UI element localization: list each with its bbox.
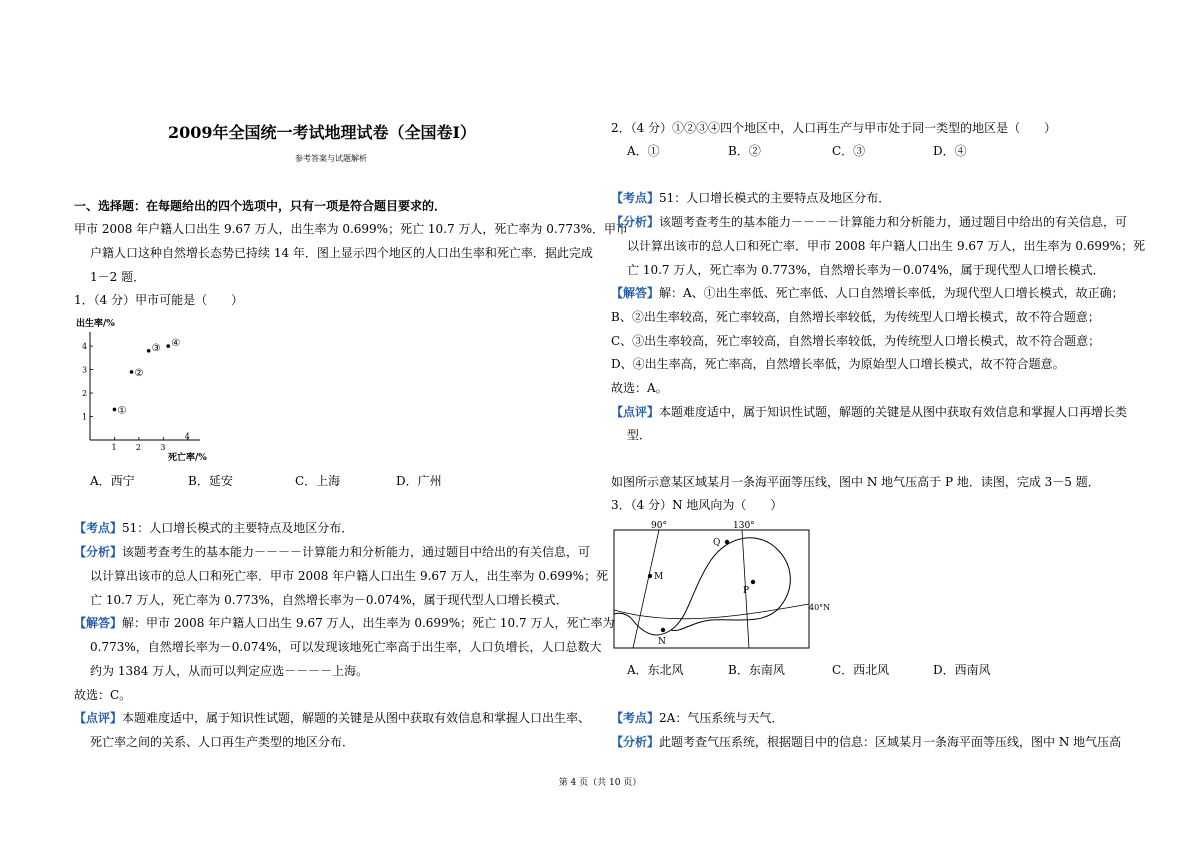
- q2-kaodian: [611, 190, 890, 206]
- q1-fenxi-text-1: 该题考查考生的基本能力－－－－计算能力和分析能力，通过题目中给出的有关信息，可: [122, 545, 591, 559]
- q2-jieda-4: D、④出生率高，死亡率高，自然增长率低，为原始型人口增长模式，故不符合题意。: [611, 357, 1065, 371]
- q1-option-c[interactable]: C．上海: [295, 474, 341, 488]
- birth-death-rate-chart: [74, 314, 214, 464]
- map-lon-130: 130°: [733, 521, 755, 531]
- chart-point-label-1: ①: [117, 405, 127, 417]
- q2-dianping-1: [611, 404, 1127, 420]
- intro-line-2: 户籍人口这种自然增长态势已持续 14 年．图上显示四个地区的人口出生率和死亡率．据此完成: [90, 246, 593, 260]
- q3-intro: 如图所示意某区域某月一条海平面等压线，图中 N 地气压高于 P 地．读图，完成 3－5 题．: [611, 475, 1100, 489]
- q3-kaodian: [611, 710, 783, 726]
- chart-point-2: [130, 370, 134, 374]
- page-subtitle: 参考答案与试题解析: [295, 154, 367, 163]
- page-footer: 第 4 页（共 10 页）: [558, 778, 642, 788]
- q1-dianping-1: [74, 710, 590, 726]
- isobar-map: [611, 518, 841, 652]
- chart-x-tick-label: 2: [135, 443, 141, 452]
- isobar-tail: [614, 613, 631, 618]
- q1-dianping-2: 死亡率之间的关系、人口再生产类型的地区分布．: [90, 735, 355, 749]
- q1-dianping-tag: 【点评】: [74, 711, 123, 725]
- chart-point-1: [113, 408, 117, 412]
- q1-dianping-text-1: 本题难度适中，属于知识性试题，解题的关键是从图中获取有效信息和掌握人口出生率、: [122, 711, 591, 725]
- q2-option-a[interactable]: A．①: [627, 144, 660, 158]
- chart-y-tick-label: 3: [82, 365, 88, 375]
- q3-kaodian-text: 2A：气压系统与天气．: [659, 711, 784, 725]
- q2-dianping-tag: 【点评】: [611, 405, 660, 419]
- q1-fenxi-1: [74, 544, 590, 560]
- chart-x-tick-label: 3: [160, 443, 166, 452]
- q3-fenxi-tag: 【分析】: [611, 735, 660, 749]
- q2-fenxi-2: 以计算出该市的总人口和死亡率．甲市 2008 年户籍人口出生 9.67 万人，出生率为 0.699%；死: [627, 239, 1146, 253]
- q2-option-c[interactable]: C．③: [832, 144, 866, 158]
- q1-stem: 1．（4 分）甲市可能是（ ）: [74, 293, 244, 307]
- q2-jieda-text-1: 解：A、①出生率低、死亡率低、人口自然增长率低，为现代型人口增长模式，故正确；: [659, 286, 1124, 300]
- q2-fenxi-1: [611, 214, 1127, 230]
- q1-fenxi-3: 亡 10.7 万人，死亡率为 0.773%，自然增长率为－0.074%，属于现代型人口增长模式．: [90, 593, 568, 607]
- chart-point-3: [147, 349, 151, 353]
- q3-kaodian-tag: 【考点】: [611, 711, 660, 725]
- point-p-label: P: [743, 586, 750, 596]
- q1-answer: 故选：C。: [74, 688, 132, 702]
- q3-option-d[interactable]: D．西南风: [933, 663, 991, 677]
- section-heading: 一、选择题：在每题给出的四个选项中，只有一项是符合题目要求的．: [74, 199, 447, 213]
- page-title: 2009年全国统一考试地理试卷（全国卷Ⅰ）: [168, 123, 477, 142]
- q2-fenxi-3: 亡 10.7 万人，死亡率为 0.773%，自然增长率为－0.074%，属于现代型人口增长模式．: [627, 263, 1105, 277]
- q2-dianping-text-1: 本题难度适中，属于知识性试题，解题的关键是从图中获取有效信息和掌握人口再增长类: [659, 405, 1128, 419]
- q3-fenxi: [611, 734, 1121, 750]
- q1-kaodian: [74, 520, 353, 536]
- q1-jieda-text-1: 解：甲市 2008 年户籍人口出生 9.67 万人，出生率为 0.699%；死亡 10.7 万人，死亡率为: [122, 616, 615, 630]
- point-m: [648, 574, 652, 578]
- q2-option-b[interactable]: B．②: [728, 144, 761, 158]
- chart-y-tick-label: 4: [82, 342, 88, 352]
- q1-fenxi-2: 以计算出该市的总人口和死亡率．甲市 2008 年户籍人口出生 9.67 万人，出生率为 0.699%；死: [90, 569, 609, 583]
- point-q: [725, 540, 729, 544]
- q2-jieda-tag: 【解答】: [611, 286, 660, 300]
- q1-fenxi-tag: 【分析】: [74, 545, 123, 559]
- intro-line-1: 甲市 2008 年户籍人口出生 9.67 万人，出生率为 0.699%；死亡 10.7 万人，死亡率为 0.773%．甲市: [74, 222, 629, 236]
- q1-option-a[interactable]: A．西宁: [90, 474, 135, 488]
- chart-x-tick-label: 1: [111, 443, 117, 452]
- q1-jieda-1: [74, 615, 614, 631]
- q1-option-d[interactable]: D．广州: [396, 474, 442, 488]
- q2-dianping-2: 型．: [627, 428, 652, 442]
- q3-stem: 3．（4 分）N 地风向为（ ）: [611, 498, 783, 512]
- point-p: [751, 580, 755, 584]
- q2-jieda-1: [611, 285, 1124, 301]
- map-lon-90: 90°: [651, 521, 667, 531]
- q2-jieda-3: C、③出生率较高，死亡率较高，自然增长率较低，为传统型人口增长模式，故不符合题意；: [611, 334, 1101, 348]
- q2-stem: 2．（4 分）①②③④四个地区中，人口再生产与甲市处于同一类型的地区是（ ）: [611, 121, 1057, 135]
- q3-option-a[interactable]: A．东北风: [627, 663, 684, 677]
- q2-answer: 故选：A。: [611, 381, 668, 395]
- q1-jieda-2: 0.773%，自然增长率为－0.074%，可以发现该地死亡率高于出生率，人口负增长，人口总数大: [90, 640, 602, 654]
- q1-option-b[interactable]: B．延安: [188, 474, 233, 488]
- chart-point-4: [166, 344, 170, 348]
- q1-jieda-3: 约为 1384 万人，从而可以判定应选－－－－上海。: [90, 664, 369, 678]
- meridian-90: [633, 530, 659, 648]
- q1-kaodian-tag: 【考点】: [74, 521, 123, 535]
- q3-fenxi-text: 此题考查气压系统，根据题目中的信息：区域某月一条海平面等压线，图中 N 地气压高: [659, 735, 1122, 749]
- isobar-line: [631, 538, 790, 635]
- q2-option-d[interactable]: D．④: [933, 144, 967, 158]
- q2-fenxi-tag: 【分析】: [611, 215, 660, 229]
- point-n: [661, 628, 665, 632]
- chart-y-tick-label: 2: [82, 389, 88, 399]
- q3-option-b[interactable]: B．东南风: [728, 663, 785, 677]
- chart-y-tick-label: 1: [82, 412, 88, 422]
- q1-kaodian-text: 51：人口增长模式的主要特点及地区分布．: [122, 521, 354, 535]
- point-m-label: M: [654, 572, 664, 582]
- chart-xlabel: 死亡率/%: [168, 453, 207, 463]
- point-q-label: Q: [713, 538, 721, 548]
- q2-kaodian-tag: 【考点】: [611, 191, 660, 205]
- chart-point-label-3: ③: [151, 342, 161, 354]
- q2-kaodian-text: 51：人口增长模式的主要特点及地区分布．: [659, 191, 891, 205]
- q2-jieda-2: B、②出生率较高，死亡率较高，自然增长率较低，为传统型人口增长模式，故不符合题意；: [611, 310, 1100, 324]
- intro-line-3: 1－2 题．: [90, 270, 146, 284]
- chart-x-tick-label: 4: [184, 432, 190, 441]
- chart-ylabel: 出生率/%: [76, 319, 115, 329]
- q2-fenxi-text-1: 该题考查考生的基本能力－－－－计算能力和分析能力，通过题目中给出的有关信息，可: [659, 215, 1128, 229]
- map-lat-40n: 40°N: [809, 603, 831, 612]
- point-n-label: N: [658, 637, 666, 647]
- chart-point-label-4: ④: [171, 338, 181, 350]
- q3-option-c[interactable]: C．西北风: [832, 663, 890, 677]
- parallel-40n: [614, 604, 809, 619]
- chart-point-label-2: ②: [134, 367, 144, 379]
- q1-jieda-tag: 【解答】: [74, 616, 123, 630]
